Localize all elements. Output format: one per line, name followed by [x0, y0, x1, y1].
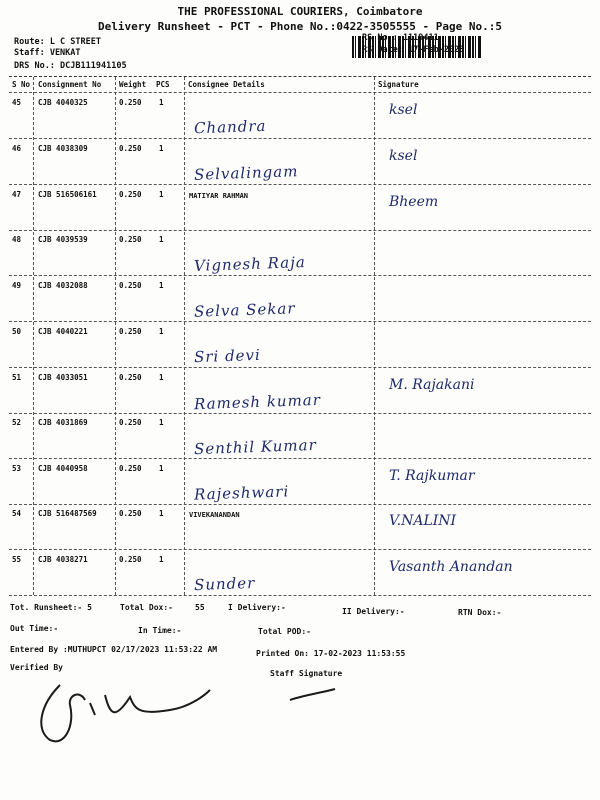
row-signature: V.NALINI [389, 513, 457, 529]
out-time: Out Time:- [10, 624, 59, 633]
row-consignment-no: CJB 4032088 [38, 281, 88, 290]
row-signature: ksel [389, 102, 418, 118]
row-pcs: 1 [159, 464, 164, 473]
row-signature: M. Rajakani [389, 377, 475, 393]
runsheet-subtitle: Delivery Runsheet - PCT - Phone No.:0422-3505555 - Page No.:5 [98, 20, 502, 33]
row-sno: 49 [12, 281, 22, 290]
row-consignment-no: CJB 4040958 [38, 464, 88, 473]
row-sno: 45 [12, 98, 22, 107]
table-row [9, 503, 591, 549]
row-weight: 0.250 [119, 418, 142, 427]
row-pcs: 1 [159, 555, 164, 564]
table-row [9, 92, 591, 138]
row-sno: 53 [12, 464, 22, 473]
row-pcs: 1 [159, 281, 164, 290]
in-time: In Time:- [138, 626, 182, 635]
col-weight: Weight [119, 80, 147, 89]
entered-by: Entered By :MUTHUPCT 02/17/2023 11:53:22 AM [10, 645, 218, 654]
col-pcs: PCS [156, 80, 170, 89]
row-sno: 48 [12, 235, 22, 244]
table-row [9, 138, 591, 184]
row-consignee: MATIYAR RAHMAN [189, 192, 249, 200]
drs-label: DRS No.: DCJB111941105 [14, 61, 127, 71]
row-consignment-no: CJB 4040221 [38, 327, 88, 336]
row-handwritten-name: Selva Sekar [193, 299, 296, 321]
ii-delivery: II Delivery:- [342, 607, 405, 616]
row-consignee: VIVEKANANDAN [189, 511, 240, 519]
total-pod: Total POD:- [258, 627, 311, 636]
row-signature: Vasanth Anandan [389, 559, 513, 575]
row-pcs: 1 [159, 235, 164, 244]
row-pcs: 1 [159, 373, 164, 382]
row-handwritten-name: Vignesh Raja [193, 253, 307, 275]
row-consignment-no: CJB 516487569 [38, 509, 97, 518]
row-sno: 55 [12, 555, 22, 564]
row-consignment-no: CJB 4031869 [38, 418, 88, 427]
staff-signature-label: Staff Signature [270, 669, 343, 678]
row-pcs: 1 [159, 327, 164, 336]
route-label: Route: L C STREET [14, 37, 101, 47]
table-row [9, 549, 591, 595]
total-dox-value: 55 [195, 603, 205, 612]
col-consignment: Consignment No [38, 80, 102, 89]
staff-label: Staff: VENKAT [14, 48, 81, 58]
col-signature: Signature [378, 80, 419, 89]
row-handwritten-name: Senthil Kumar [193, 435, 318, 459]
row-handwritten-name: Sunder [193, 573, 256, 595]
runsheet-table [9, 76, 591, 595]
row-signature: T. Rajkumar [389, 468, 475, 484]
row-handwritten-name: Selvalingam [193, 162, 299, 184]
table-row [9, 229, 591, 275]
row-consignment-no: CJB 4033051 [38, 373, 88, 382]
row-sno: 51 [12, 373, 22, 382]
verifier-signature [20, 675, 340, 755]
row-pcs: 1 [159, 144, 164, 153]
row-weight: 0.250 [119, 555, 142, 564]
table-row [9, 367, 591, 413]
row-weight: 0.250 [119, 464, 142, 473]
row-weight: 0.250 [119, 281, 142, 290]
row-weight: 0.250 [119, 327, 142, 336]
row-sno: 46 [12, 144, 22, 153]
row-weight: 0.250 [119, 98, 142, 107]
row-weight: 0.250 [119, 144, 142, 153]
row-pcs: 1 [159, 509, 164, 518]
i-delivery: I Delivery:- [228, 603, 286, 612]
rs-date: RS Date: 17-Feb-2023 [362, 45, 465, 55]
table-row [9, 412, 591, 458]
row-consignment-no: CJB 4040325 [38, 98, 88, 107]
row-consignment-no: CJB 516506161 [38, 190, 97, 199]
rs-number: RS No.: 1119411 [362, 33, 439, 43]
row-pcs: 1 [159, 190, 164, 199]
row-handwritten-name: Chandra [193, 116, 267, 138]
verified-by: Verified By [10, 663, 63, 672]
row-consignment-no: CJB 4038309 [38, 144, 88, 153]
row-pcs: 1 [159, 98, 164, 107]
col-sno: S No [12, 80, 31, 89]
table-row [9, 184, 591, 230]
row-handwritten-name: Sri devi [193, 345, 262, 367]
row-weight: 0.250 [119, 373, 142, 382]
company-title: THE PROFESSIONAL COURIERS, Coimbatore [177, 5, 423, 18]
row-pcs: 1 [159, 418, 164, 427]
row-weight: 0.250 [119, 190, 142, 199]
total-runsheet: Tot. Runsheet:- 5 [10, 603, 92, 612]
row-signature: Bheem [389, 194, 439, 210]
row-handwritten-name: Ramesh kumar [193, 390, 322, 414]
row-sno: 52 [12, 418, 22, 427]
printed-on: Printed On: 17-02-2023 11:53:55 [256, 649, 406, 658]
rtn-dox: RTN Dox:- [458, 608, 502, 617]
row-sno: 47 [12, 190, 22, 199]
row-handwritten-name: Rajeshwari [193, 482, 290, 504]
row-sno: 50 [12, 327, 22, 336]
row-weight: 0.250 [119, 235, 142, 244]
row-consignment-no: CJB 4039539 [38, 235, 88, 244]
table-row [9, 458, 591, 504]
total-dox-label: Total Dox:- [120, 603, 173, 612]
row-consignment-no: CJB 4038271 [38, 555, 88, 564]
col-consignee: Consignee Details [188, 80, 265, 89]
table-row [9, 321, 591, 367]
row-signature: ksel [389, 148, 418, 164]
row-sno: 54 [12, 509, 22, 518]
table-row [9, 275, 591, 321]
row-weight: 0.250 [119, 509, 142, 518]
